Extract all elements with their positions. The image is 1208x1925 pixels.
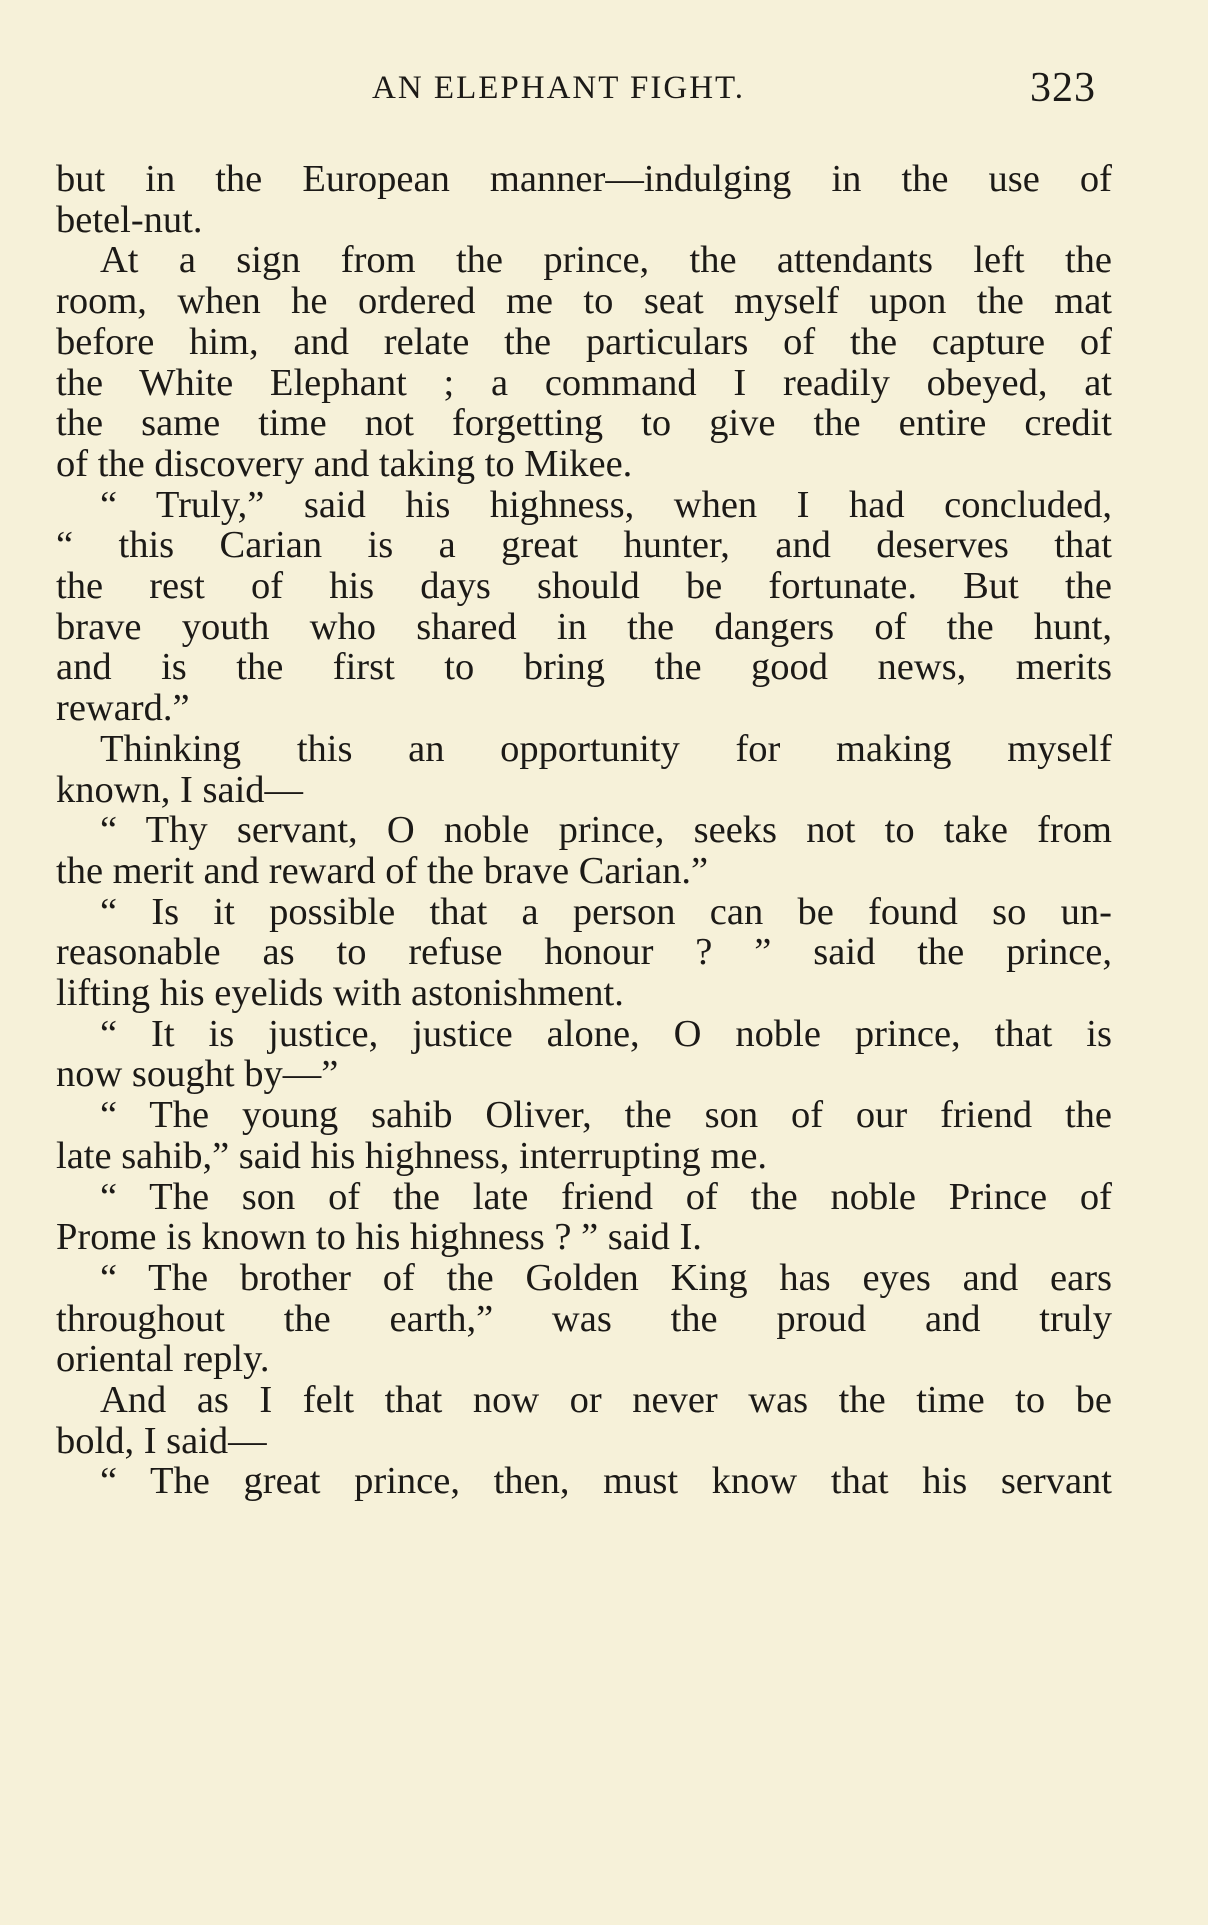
text-line: the merit and reward of the brave Carian.” <box>56 849 709 892</box>
text-line: Prome is known to his highness ? ” said I. <box>56 1216 702 1259</box>
text-line: “ It is justice, justice alone, O noble prince, that is <box>100 1012 1112 1055</box>
text-line: of the discovery and taking to Mikee. <box>56 442 633 485</box>
text-line: but in the European manner—indulging in the use of <box>56 158 1112 200</box>
running-head: AN ELEPHANT FIGHT. <box>372 70 746 106</box>
text-line: known, I said— <box>56 768 304 811</box>
text-line: the rest of his days should be fortunate. But the <box>56 565 1112 607</box>
text-line: room, when he ordered me to seat myself upon the mat <box>56 280 1112 323</box>
text-line: throughout the earth,” was the proud and truly <box>56 1297 1112 1340</box>
text-line: lifting his eyelids with astonishment. <box>56 972 624 1014</box>
text-line: now sought by—” <box>56 1053 339 1096</box>
text-line: “ The son of the late friend of the noble Prince of <box>100 1175 1112 1218</box>
text-line: “ The brother of the Golden King has eyes and ears <box>100 1256 1112 1299</box>
text-line: “ Is it possible that a person can be found so un- <box>100 890 1112 933</box>
text-line: reward.” <box>56 687 190 730</box>
page-number: 323 <box>1030 65 1096 111</box>
text-line: And as I felt that now or never was the time to be <box>100 1379 1112 1421</box>
text-line: “ this Carian is a great hunter, and deserves that <box>56 524 1112 567</box>
text-line: the White Elephant ; a command I readily obeyed, at <box>56 361 1112 404</box>
text-line: bold, I said— <box>56 1419 267 1462</box>
text-line: betel-nut. <box>56 198 203 241</box>
text-line: Thinking this an opportunity for making myself <box>100 727 1112 770</box>
text-line: brave youth who shared in the dangers of the hunt, <box>56 605 1112 648</box>
text-line: “ Thy servant, O noble prince, seeks not to take from <box>100 809 1112 852</box>
text-line: the same time not forgetting to give the entire credit <box>56 402 1112 445</box>
text-line: late sahib,” said his highness, interrupting me. <box>56 1134 768 1177</box>
text-line: “ The young sahib Oliver, the son of our friend the <box>100 1094 1112 1137</box>
text-line: At a sign from the prince, the attendants left the <box>100 239 1112 282</box>
text-line: “ The great prince, then, must know that his servant <box>100 1460 1112 1503</box>
text-line: before him, and relate the particulars of the capture of <box>56 320 1112 363</box>
text-line: reasonable as to refuse honour ? ” said the prince, <box>56 931 1112 974</box>
text-line: “ Truly,” said his highness, when I had concluded, <box>100 483 1112 526</box>
text-line: oriental reply. <box>56 1338 270 1381</box>
text-line: and is the first to bring the good news, merits <box>56 646 1112 689</box>
